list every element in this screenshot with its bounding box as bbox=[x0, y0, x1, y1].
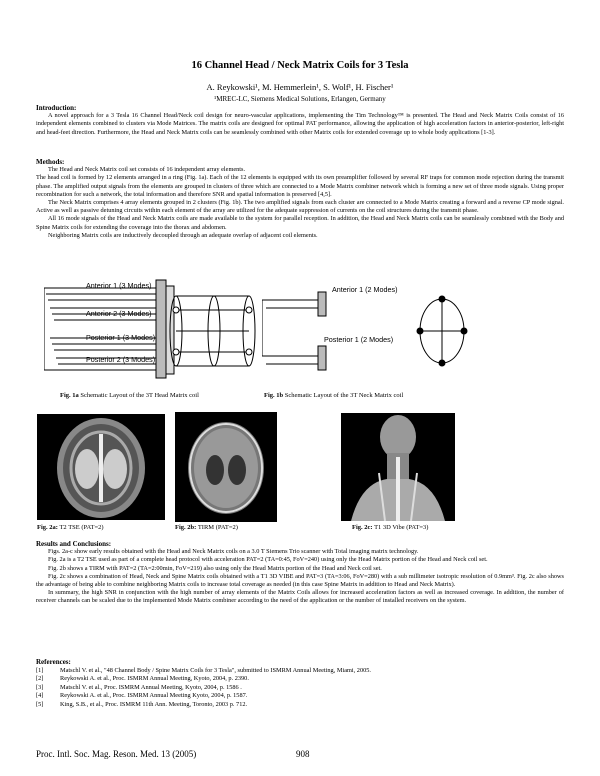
methods-paragraph-1: The Head and Neck Matrix coil set consists of 16 independent array elements. bbox=[48, 166, 246, 174]
results-paragraph-3: Fig. 2b shows a TIRM with PAT=2 (TA=2:00min, FoV=219) also using only the Head Matrix portion of the Head and Neck coil set. bbox=[48, 564, 382, 572]
methods-paragraph-4: All 16 mode signals of the Head and Neck Matrix coils are made available to the system for parallel reception. In addition, the Head and Neck Matrix coils can be seamlessly combined with the Body and Spine Matrix coils for extending the coverage into the thorax and abdomen. bbox=[36, 215, 564, 231]
methods-section bbox=[36, 158, 564, 240]
reference-item bbox=[36, 667, 564, 676]
reference-item bbox=[36, 675, 564, 684]
methods-paragraph-5: Neighboring Matrix coils are inductively decoupled through an adequate overlap of adjacent coil elements. bbox=[48, 231, 318, 239]
fig1a-caption-text: Schematic Layout of the 3T Head Matrix coil bbox=[78, 392, 199, 399]
neck-coil-ring bbox=[417, 296, 467, 366]
head-coil-cylinder bbox=[170, 296, 255, 366]
fig2b-caption-label: Fig. 2b: bbox=[175, 524, 197, 531]
methods-heading: Methods: bbox=[36, 158, 65, 166]
results-heading: Results and Conclusions: bbox=[36, 540, 112, 548]
reference-text: Reykowski A. et al., Proc. ISMRM Annual Meeting, Kyoto, 2004, p. 2390. bbox=[60, 675, 249, 683]
mri-image-t1-3d-vibe bbox=[341, 413, 455, 521]
fig1a-caption-label: Fig. 1a bbox=[60, 392, 79, 399]
reference-item bbox=[36, 701, 564, 710]
reference-number: [4] bbox=[36, 692, 44, 700]
fig1a-label-anterior-2: Anterior 2 (3 Modes) bbox=[86, 309, 152, 318]
figure-1b-neck-matrix-schematic bbox=[262, 278, 470, 383]
intro-text: A novel approach for a 3 Tesla 16 Channel Head/Neck coil design for neuro-vascular applications, implementing the Tim Technology™ is presented. The Head and Neck Matrix Coils consist of 16 independent elements combined to clusters via Mode Matrices. The matrix coils are designed for optimal PAT performance, allowing the application of high acceleration factors in anterior-posterior, left-right and head-feet direction. Furthermore, the Head and Neck Matrix coils can be seamlessly combined with other Matrix coils for extended coverage up to whole body applications [1-3]. bbox=[36, 112, 564, 136]
reference-number: [3] bbox=[36, 683, 44, 691]
results-section bbox=[36, 540, 564, 606]
paper-title: 16 Channel Head / Neck Matrix Coils for 3 Tesla bbox=[191, 60, 409, 71]
fig2c-caption bbox=[352, 524, 428, 531]
mri-image-tirm bbox=[175, 412, 277, 522]
references-section bbox=[36, 658, 564, 710]
footer-page-number: 908 bbox=[296, 749, 310, 759]
fig2a-caption bbox=[37, 524, 104, 531]
affiliation: ¹MREC-LC, Siemens Medical Solutions, Erlangen, Germany bbox=[214, 95, 386, 103]
fig1a-label-posterior-2: Posterior 2 (3 Modes) bbox=[86, 355, 156, 364]
intro-heading: Introduction: bbox=[36, 104, 77, 112]
reference-text: Reykowski A. et al., Proc. ISMRM Annual Meeting Kyoto, 2004, p. 1587. bbox=[60, 692, 248, 700]
methods-paragraph-3: The Neck Matrix comprises 4 array elements grouped in 2 clusters (Fig. 1b). The two amplified signals from each cluster are connected to a Mode Matrix creating a forward and a reverse CP mode signal. Active as well as passive detuning circuits within each element of the array are utilized for the adequate suppression of currents on the coil structures during the transmit phase. bbox=[36, 199, 564, 215]
reference-text: King, S.B., et al., Proc. ISMRM 11th Ann. Meeting, Toronto, 2003 p. 712. bbox=[60, 700, 248, 708]
cable-bundle-posterior bbox=[50, 338, 164, 370]
reference-number: [2] bbox=[36, 675, 44, 683]
figure-1a-head-matrix-schematic bbox=[44, 276, 259, 384]
reference-item bbox=[36, 692, 564, 701]
fig2a-caption-text: T2 TSE (PAT=2) bbox=[57, 524, 104, 531]
reference-number: [5] bbox=[36, 700, 44, 708]
mri-image-t2-tse bbox=[37, 414, 165, 520]
results-paragraph-1: Figs. 2a-c show early results obtained with the Head and Neck Matrix coils on a 3.0 T Siemens Trio scanner with Total imaging matrix technology. bbox=[48, 548, 419, 556]
reference-item bbox=[36, 684, 564, 693]
reference-text: Matschl V. et al., Proc. ISMRM Annual Meeting, Kyoto, 2004, p. 1586 . bbox=[60, 683, 242, 691]
fig1b-caption bbox=[264, 392, 403, 399]
fig1a-label-posterior-1: Posterior 1 (3 Modes) bbox=[86, 333, 156, 342]
fig1a-caption bbox=[60, 392, 199, 399]
fig2b-caption-text: TIRM (PAT=2) bbox=[196, 524, 238, 531]
fig1a-label-anterior-1: Anterior 1 (3 Modes) bbox=[86, 281, 152, 290]
fig2b-caption bbox=[175, 524, 238, 531]
fig1b-label-posterior-1: Posterior 1 (2 Modes) bbox=[324, 335, 394, 344]
methods-paragraph-2: The head coil is formed by 12 elements arranged in a ring (Fig. 1a). Each of the 12 elements is equipped with its own preamplifier followed by several RF traps for common mode rejection during the transmit phase. The amplified output signals from the elements are grouped in clusters of three which are connected to a Mode Matrix combiner network which is forming a new set of three mode signals. Using proper recombination for such a network, the total information and therefore SNR and spatial information is preserved [4,5]. bbox=[36, 174, 564, 198]
fig2c-caption-label: Fig. 2c: bbox=[352, 524, 373, 531]
fig1b-label-anterior-1: Anterior 1 (2 Modes) bbox=[332, 285, 398, 294]
references-heading: References: bbox=[36, 658, 71, 666]
results-paragraph-2: Fig. 2a is a T2 TSE used as part of a complete head protocol with acceleration PAT=2 (TA=0:45, FoV=240) using only the Head Matrix portion of the Head and Neck coil set. bbox=[48, 556, 488, 564]
footer-journal: Proc. Intl. Soc. Mag. Reson. Med. 13 (2005) bbox=[36, 749, 197, 759]
reference-number: [1] bbox=[36, 666, 44, 674]
results-paragraph-5: In summary, the high SNR in conjunction with the high number of array elements of the Matrix Coils allows for increased acceleration factors as well as increased coverage. In addition, the number of receiver channels can be scaled due to the implemented Mode Matrix combiner according to the need of the application or the number of installed receivers on the system. bbox=[36, 589, 564, 605]
fig2a-caption-label: Fig. 2a: bbox=[37, 524, 58, 531]
introduction-section bbox=[36, 104, 564, 137]
fig1b-caption-text: Schematic Layout of the 3T Neck Matrix coil bbox=[283, 392, 404, 399]
results-paragraph-4: Fig. 2c shows a combination of Head, Neck and Spine Matrix coils obtained with a T1 3D VIBE and PAT=3 (TA=3:06, FoV=280) with a sub millimeter isotropic resolution of 0.9mm³. Fig. 2c also shows the advantage of being able to combine neighboring Matrix coils to increase total coverage as needed (in this case Spine Matrix in addition to Head and Neck Matrix). bbox=[36, 572, 564, 589]
authors: A. Reykowski¹, M. Hemmerlein¹, S. Wolf¹, H. Fischer¹ bbox=[206, 82, 394, 92]
fig1b-caption-label: Fig. 1b bbox=[264, 392, 284, 399]
fig2c-caption-text: T1 3D Vibe (PAT=3) bbox=[372, 524, 429, 531]
reference-text: Matschl V. et al., "48 Channel Body / Spine Matrix Coils for 3 Tesla", submitted to ISMRM Annual Meeting, Miami, 2005. bbox=[60, 666, 371, 674]
